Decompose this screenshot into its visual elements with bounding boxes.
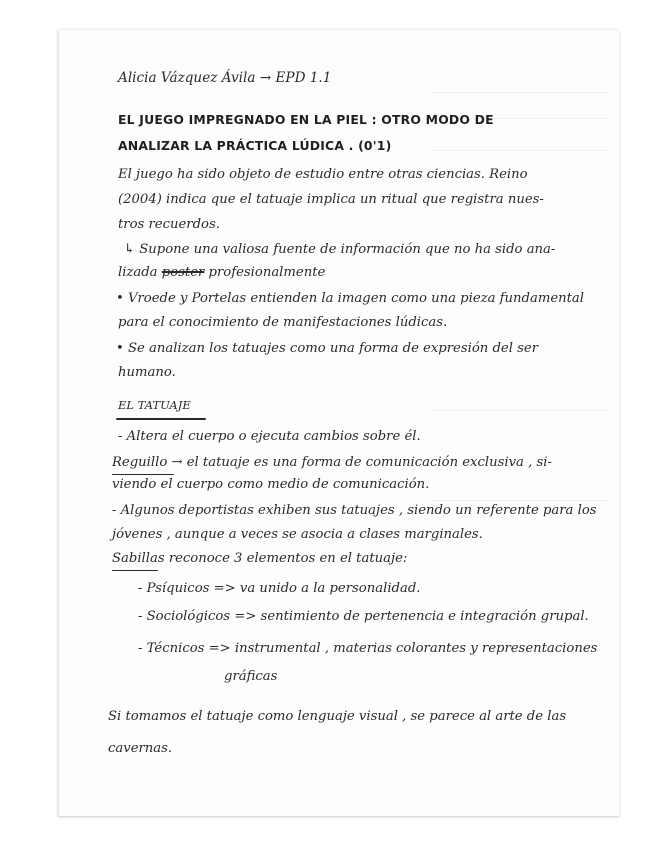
sublist-item-2: - Sociológicos => sentimiento de pertenencia e integración grupal. <box>138 609 589 624</box>
arrow-point-line-1: ↳ Supone una valiosa fuente de información que no ha sido ana- <box>124 242 556 257</box>
bullet-1-line-2: para el conocimiento de manifestaciones lúdicas. <box>118 315 448 330</box>
bullet-2-line-1: • Se analizan los tatuajes como una forma de expresión del ser <box>116 341 538 356</box>
sublist-item-1: - Psíquicos => va unido a la personalidad. <box>138 581 421 596</box>
section-heading: EL TATUAJE <box>118 398 191 412</box>
arrow-point-line-2 <box>118 266 325 279</box>
section-point-4: - Algunos deportistas exhiben sus tatuajes , siendo un referente para los <box>112 503 597 518</box>
sublist-item-3-continuation: gráficas <box>224 669 278 684</box>
closing-line-1: Si tomamos el tatuaje como lenguaje visual , se parece al arte de las <box>108 709 567 724</box>
bleed-through-line <box>429 410 609 411</box>
arrow-point-suffix: profesionalmente <box>208 265 326 280</box>
section-point-1: - Altera el cuerpo o ejecuta cambios sobre él. <box>118 429 421 444</box>
closing-line-2: cavernas. <box>108 741 173 756</box>
section-point-3: viendo el cuerpo como medio de comunicación. <box>112 477 430 492</box>
arrow-point-prefix: lizada <box>118 265 158 280</box>
sublist-lead: Sabillas reconoce 3 elementos en el tatuaje: <box>112 551 408 566</box>
sublist-item-3: - Técnicos => instrumental , materias colorantes y representaciones <box>138 641 598 656</box>
sabillas-underline <box>112 570 158 571</box>
reguillo-underline <box>112 474 174 475</box>
paragraph-1-line-2: (2004) indica que el tatuaje implica un ritual que registra nues- <box>118 192 544 207</box>
paragraph-1-line-1: El juego ha sido objeto de estudio entre otras ciencias. Reino <box>118 167 528 182</box>
author-line: Alicia Vázquez Ávila → EPD 1.1 <box>118 70 332 86</box>
bullet-1-line-1: • Vroede y Portelas entienden la imagen como una pieza fundamental <box>116 291 585 306</box>
bleed-through-line <box>429 500 609 501</box>
bullet-2-line-2: humano. <box>118 365 176 380</box>
title-line-2: ANALIZAR LA PRÁCTICA LÚDICA . (0'1) <box>118 138 392 153</box>
section-point-2: Reguillo → el tatuaje es una forma de comunicación exclusiva , si- <box>112 455 552 470</box>
section-point-5: jóvenes , aunque a veces se asocia a clases marginales. <box>112 527 483 542</box>
bleed-through-line <box>429 92 609 93</box>
section-heading-underline <box>116 418 206 420</box>
bleed-through-line <box>429 150 609 151</box>
paragraph-1-line-3: tros recuerdos. <box>118 217 220 232</box>
struck-word: poster <box>161 265 205 280</box>
title-line-1: EL JUEGO IMPREGNADO EN LA PIEL : OTRO MODO DE <box>118 112 494 127</box>
